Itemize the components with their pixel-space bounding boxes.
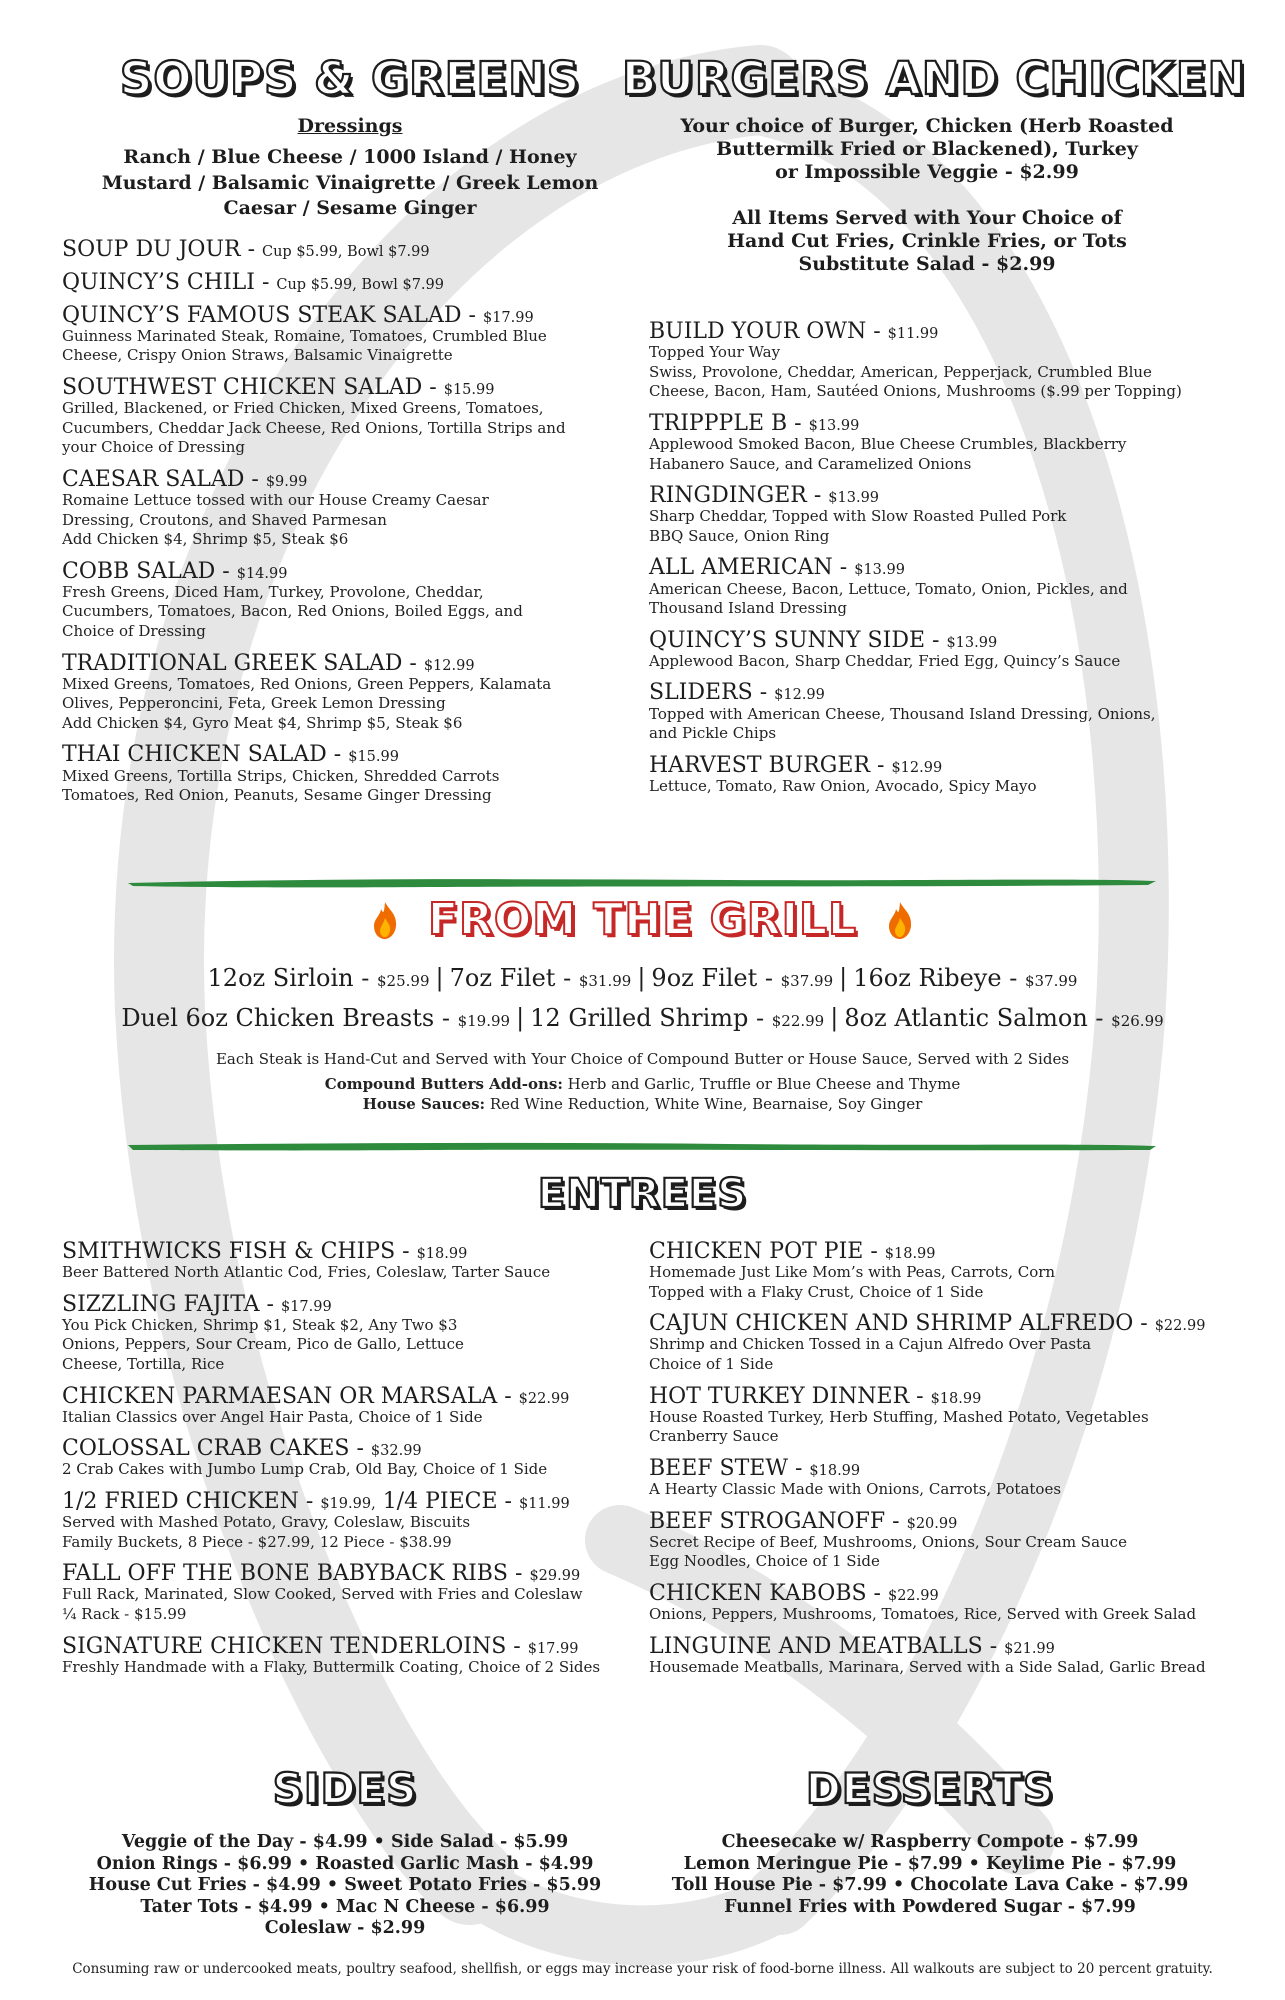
menu-item-name: RINGDINGER [649,483,807,509]
dressings-heading: Dressings [297,115,403,137]
menu-item-name: HARVEST BURGER [649,752,871,778]
menu-item [62,1562,652,1624]
footer-disclaimer: Consuming raw or undercooked meats, poultry seafood, shellfish, or eggs may increase your risk of food-borne illness. All walkouts are subject to 20 percent gratuity. [72,1961,1213,1977]
menu-item-description: Add Chicken $4, Gyro Meat $4, Shrimp $5, Steak $6 [62,713,463,732]
menu-item-price: $15.99 [443,381,495,398]
flame-icon [886,900,914,940]
menu-item-description: 2 Crab Cakes with Jumbo Lump Crab, Old Bay, Choice of 1 Side [62,1460,548,1479]
menu-item-description: Topped Your Way [649,343,781,362]
menu-item-description: Fresh Greens, Diced Ham, Turkey, Provolone, Cheddar, [62,582,484,601]
menu-item [649,1312,1249,1374]
grill-item-price: $25.99 [377,972,430,990]
menu-item [62,1437,652,1480]
compound-butters-label: Compound Butters Add-ons: [324,1075,563,1093]
grill-item-name: 8oz Atlantic Salmon [844,1004,1088,1032]
menu-item-name: SIGNATURE CHICKEN TENDERLOINS [62,1633,507,1659]
menu-item-description: Mixed Greens, Tomatoes, Red Onions, Green Peppers, Kalamata [62,674,552,693]
menu-item-heading: QUINCY’S SUNNY SIDE - $13.99 [649,627,998,653]
menu-item-heading: CAESAR SALAD - $9.99 [62,466,308,492]
separator: | [637,964,646,992]
sides-line: Veggie of the Day - $4.99 • Side Salad - $5.99 [121,1832,569,1852]
served-with-line: Substitute Salad - $2.99 [798,253,1056,275]
menu-item-price: $11.99 [518,1495,570,1512]
menu-item-description: Homemade Just Like Mom’s with Peas, Carrots, Corn [649,1263,1056,1282]
menu-item-description: Guinness Marinated Steak, Romaine, Tomatoes, Crumbled Blue [62,326,547,345]
menu-item [62,1293,652,1375]
separator: | [516,1004,525,1032]
menu-item-heading: CAJUN CHICKEN AND SHRIMP ALFREDO - $22.99 [649,1311,1206,1337]
menu-item-description: Habanero Sauce, and Caramelized Onions [649,454,972,473]
menu-item-heading: SOUP DU JOUR - Cup $5.99, Bowl $7.99 [62,236,430,262]
flame-icon [371,900,399,940]
desserts-line: Cheesecake w/ Raspberry Compote - $7.99 [721,1832,1139,1852]
sides-list [60,1832,630,1940]
grill-item-name: Duel 6oz Chicken Breasts [121,1004,435,1032]
menu-item [62,271,640,294]
menu-item-name: SLIDERS [649,680,753,706]
menu-item [649,754,1232,797]
menu-item-description: Beer Battered North Atlantic Cod, Fries, Coleslaw, Tarter Sauce [62,1263,551,1282]
menu-item-description: Topped with American Cheese, Thousand Island Dressing, Onions, [649,704,1156,723]
grill-item-price: $26.99 [1111,1012,1164,1030]
menu-item-description: Applewood Bacon, Sharp Cheddar, Fried Egg, Quincy’s Sauce [649,651,1121,670]
grill-row-other [0,1004,1285,1032]
desserts-line: Toll House Pie - $7.99 • Chocolate Lava Cake - $7.99 [671,1875,1189,1895]
menu-item-description: House Roasted Turkey, Herb Stuffing, Mashed Potato, Vegetables [649,1407,1149,1426]
menu-item-price: $18.99 [809,1462,861,1479]
desserts-line: Funnel Fries with Powdered Sugar - $7.99 [724,1896,1136,1917]
menu-item-description: Cheese, Bacon, Ham, Sautéed Onions, Mushrooms ($.99 per Topping) [649,382,1182,401]
grill-item-name: 12oz Sirloin [207,964,354,992]
served-with-note [622,207,1232,276]
from-the-grill-section [0,894,1285,1098]
menu-item-heading: COBB SALAD - $14.99 [62,558,288,584]
menu-item-price: $21.99 [1004,1640,1055,1657]
burger-choice-line: or Impossible Veggie - $2.99 [775,161,1079,183]
menu-item-heading: HARVEST BURGER - $12.99 [649,752,943,778]
burger-choice-note [622,115,1232,184]
menu-item-description: your Choice of Dressing [62,438,245,457]
menu-item [649,1385,1249,1447]
menu-item-heading: RINGDINGER - $13.99 [649,483,880,509]
menu-item-description: A Hearty Classic Made with Onions, Carrots, Potatoes [649,1479,1062,1498]
menu-item-description: Swiss, Provolone, Cheddar, American, Pepperjack, Crumbled Blue [649,362,1152,381]
house-sauces-line [0,1095,1285,1113]
desserts-list [640,1832,1220,1918]
soups-greens-section [60,52,640,816]
menu-item-name: HOT TURKEY DINNER [649,1383,910,1409]
menu-item-description: Cheese, Crispy Onion Straws, Balsamic Vinaigrette [62,346,453,365]
menu-item [649,412,1232,474]
dressings-line: Caesar / Sesame Ginger [223,197,477,219]
desserts-section [640,1764,1220,1918]
menu-item-heading: SLIDERS - $12.99 [649,680,825,706]
menu-item [62,304,640,366]
house-sauces-text: Red Wine Reduction, White Wine, Bearnaise, Soy Ginger [489,1095,923,1113]
menu-item-price: $20.99 [906,1515,958,1532]
sides-line: Onion Rings - $6.99 • Roasted Garlic Mash - $4.99 [96,1853,594,1874]
grill-item: Duel 6oz Chicken Breasts - $19.99 [121,1004,511,1032]
menu-item-price: $22.99 [518,1390,570,1407]
menu-item-description: American Cheese, Bacon, Lettuce, Tomato, Onion, Pickles, and [649,579,1128,598]
house-sauces-label: House Sauces: [362,1095,486,1113]
menu-item-description: Grilled, Blackened, or Fried Chicken, Mixed Greens, Tomatoes, [62,399,544,418]
menu-item-price: $13.99 [828,490,880,507]
menu-item-description: Romaine Lettuce tossed with our House Creamy Caesar [62,490,489,509]
menu-item-heading: 1/2 FRIED CHICKEN - $19.99, 1/4 PIECE - $11.99 [62,1488,570,1514]
menu-item-description: Topped with a Flaky Crust, Choice of 1 Side [649,1282,984,1301]
grill-item: 9oz Filet - $37.99 [651,964,834,992]
menu-item [649,1582,1249,1625]
grill-item-price: $37.99 [780,972,834,990]
entrees-title: ENTREES [537,1171,748,1217]
menu-item-description: Tomatoes, Red Onion, Peanuts, Sesame Ginger Dressing [62,786,492,805]
menu-item-description: Cheese, Tortilla, Rice [62,1354,225,1373]
menu-item-price: $32.99 [370,1443,422,1460]
menu-item-description: You Pick Chicken, Shrimp $1, Steak $2, Any Two $3 [62,1315,458,1334]
menu-item-price: $11.99 [887,326,939,342]
menu-item-price: $19.99, [320,1495,376,1512]
menu-item [62,376,640,458]
menu-item-description: Freshly Handmade with a Flaky, Buttermilk Coating, Choice of 2 Sides [62,1657,601,1676]
menu-item-description: Choice of Dressing [62,622,206,640]
menu-item-name: CAESAR SALAD [62,466,245,492]
menu-item-price: $18.99 [884,1246,936,1262]
menu-item-heading: QUINCY’S FAMOUS STEAK SALAD - $17.99 [62,302,534,328]
menu-item [649,1457,1249,1500]
menu-item-heading: SMITHWICKS FISH & CHIPS - $18.99 [62,1239,468,1264]
menu-item [62,560,640,642]
sides-section [60,1764,630,1940]
menu-item-description: Italian Classics over Angel Hair Pasta, Choice of 1 Side [62,1407,483,1426]
burgers-chicken-title: BURGERS AND CHICKEN [622,52,1247,105]
menu-item-description: Secret Recipe of Beef, Mushrooms, Onions, Sour Cream Sauce [649,1532,1127,1551]
menu-item-price: $18.99 [416,1246,468,1262]
menu-item [62,1490,652,1552]
menu-item [649,484,1232,546]
menu-item-name: SIZZLING FAJITA [62,1291,260,1317]
menu-item-name: BEEF STEW [649,1455,788,1481]
menu-item-name: COLOSSAL CRAB CAKES [62,1436,350,1462]
menu-item-price: $12.99 [774,687,825,704]
menu-item-description: Cucumbers, Tomatoes, Bacon, Red Onions, Boiled Eggs, and [62,602,523,621]
entrees-left-column [62,1240,652,1687]
menu-item-price: $17.99 [280,1298,332,1315]
menu-item-description: Add Chicken $4, Shrimp $5, Steak $6 [62,530,349,549]
menu-item-name: QUINCY’S CHILI [62,269,255,295]
menu-item-price: $18.99 [930,1390,982,1407]
grill-row-steaks [0,964,1285,992]
soups-items-list [60,238,640,806]
menu-item [649,1240,1249,1302]
menu-item-name: ALL AMERICAN [649,555,833,581]
menu-item-description: Thousand Island Dressing [649,599,847,618]
menu-item-price: Cup $5.99, Bowl $7.99 [262,243,430,260]
menu-item-price: $22.99 [887,1587,939,1604]
menu-item-heading: TRADITIONAL GREEK SALAD - $12.99 [62,650,475,676]
menu-item-heading: BEEF STEW - $18.99 [649,1455,861,1481]
served-with-line: Hand Cut Fries, Crinkle Fries, or Tots [727,230,1127,252]
menu-item-description: Housemade Meatballs, Marinara, Served with a Side Salad, Garlic Bread [649,1657,1206,1676]
menu-item-description: Onions, Peppers, Mushrooms, Tomatoes, Rice, Served with Greek Salad [649,1604,1197,1623]
grill-item-price: $37.99 [1024,972,1078,990]
menu-item-heading: COLOSSAL CRAB CAKES - $32.99 [62,1436,422,1462]
menu-item [62,652,640,734]
menu-item-price: Cup $5.99, Bowl $7.99 [276,276,444,293]
menu-item-name: QUINCY’S SUNNY SIDE [649,627,926,653]
menu-item-description: Applewood Smoked Bacon, Blue Cheese Crumbles, Blackberry [649,434,1127,453]
grill-note: Each Steak is Hand-Cut and Served with Your Choice of Compound Butter or House Sauce, Served with 2 Sides [215,1050,1070,1068]
menu-item-price: $12.99 [423,657,475,674]
menu-item-name: THAI CHICKEN SALAD [62,742,327,768]
menu-item-heading: QUINCY’S CHILI - Cup $5.99, Bowl $7.99 [62,269,444,295]
menu-item-heading: SOUTHWEST CHICKEN SALAD - $15.99 [62,374,495,400]
menu-item-description: Olives, Pepperoncini, Feta, Greek Lemon Dressing [62,694,446,713]
compound-butters-line [0,1075,1285,1093]
grill-title-row [0,894,1285,945]
menu-item-description: Sharp Cheddar, Topped with Slow Roasted Pulled Pork [649,507,1067,526]
menu-item-name: SOUTHWEST CHICKEN SALAD [62,374,423,400]
separator: | [830,1004,839,1032]
menu-item-name: SMITHWICKS FISH & CHIPS [62,1239,396,1264]
menu-item [649,681,1232,743]
grill-item: 12oz Sirloin - $25.99 [207,964,430,992]
compound-butters-text: Herb and Garlic, Truffle or Blue Cheese and Thyme [567,1075,961,1093]
burger-choice-line: Your choice of Burger, Chicken (Herb Roasted [680,115,1174,137]
sides-line: House Cut Fries - $4.99 • Sweet Potato Fries - $5.99 [88,1875,602,1895]
menu-item-heading: BUILD YOUR OWN - $11.99 [649,319,939,344]
green-brush-divider [128,876,1156,888]
menu-item-name: CHICKEN PARMAESAN OR MARSALA [62,1383,498,1409]
menu-item-name: CAJUN CHICKEN AND SHRIMP ALFREDO [649,1311,1134,1337]
menu-item-heading: SIZZLING FAJITA - $17.99 [62,1291,332,1317]
menu-item-name: 1/2 FRIED CHICKEN [62,1488,299,1514]
menu-item-name: BUILD YOUR OWN [649,319,867,344]
menu-item-name: LINGUINE AND MEATBALLS [649,1633,983,1659]
menu-item [649,629,1232,672]
menu-item-price: $13.99 [854,562,905,579]
desserts-title: DESSERTS [805,1764,1055,1813]
grill-item-name: 12 Grilled Shrimp [530,1004,749,1032]
menu-item [62,468,640,550]
menu-item [62,1240,652,1283]
menu-item-heading: THAI CHICKEN SALAD - $15.99 [62,742,399,768]
menu-item-heading: TRIPPPLE B - $13.99 [649,410,860,436]
soups-greens-title: SOUPS & GREENS [119,52,581,105]
menu-item-heading: CHICKEN POT PIE - $18.99 [649,1239,936,1264]
menu-item-description: Full Rack, Marinated, Slow Cooked, Served with Fries and Coleslaw [62,1585,583,1604]
burger-choice-line: Buttermilk Fried or Blackened), Turkey [716,138,1138,160]
menu-item [62,238,640,261]
menu-item [649,1510,1249,1572]
grill-item: 7oz Filet - $31.99 [449,964,632,992]
menu-item-name: BEEF STROGANOFF [649,1508,886,1534]
menu-item-description: Cucumbers, Cheddar Jack Cheese, Red Onions, Tortilla Strips and [62,418,566,437]
grill-item-name: 16oz Ribeye [853,964,1002,992]
menu-item-name: CHICKEN POT PIE [649,1239,864,1264]
menu-item-price: $17.99 [482,309,534,326]
sides-title: SIDES [272,1764,418,1813]
menu-item [649,320,1232,402]
menu-item-description: ¼ Rack - $15.99 [62,1604,187,1623]
separator: | [435,964,444,992]
grill-item-price: $19.99 [457,1012,511,1030]
dressings-line: Ranch / Blue Cheese / 1000 Island / Honey [123,146,577,168]
grill-item: 8oz Atlantic Salmon - $26.99 [844,1004,1164,1032]
menu-item-name: CHICKEN KABOBS [649,1580,867,1606]
menu-item-price: $29.99 [529,1568,581,1585]
menu-item-name: COBB SALAD [62,558,216,584]
desserts-line: Lemon Meringue Pie - $7.99 • Keylime Pie - $7.99 [683,1853,1177,1874]
dressings-line: Mustard / Balsamic Vinaigrette / Greek Lemon [101,171,599,194]
green-brush-divider [128,1140,1156,1152]
menu-item-price: $13.99 [808,417,860,434]
menu-item [649,1635,1249,1678]
menu-item-price: $14.99 [236,565,288,582]
menu-item-name: SOUP DU JOUR [62,236,241,262]
menu-item-price: $17.99 [527,1640,579,1657]
menu-item-description: Served with Mashed Potato, Gravy, Coleslaw, Biscuits [62,1513,471,1532]
menu-item-description: Shrimp and Chicken Tossed in a Cajun Alfredo Over Pasta [649,1335,1092,1354]
menu-item-heading: SIGNATURE CHICKEN TENDERLOINS - $17.99 [62,1633,579,1659]
sides-line: Coleslaw - $2.99 [264,1918,426,1938]
menu-item [649,556,1232,618]
sides-line: Tater Tots - $4.99 • Mac N Cheese - $6.99 [140,1896,550,1917]
menu-item-price: $9.99 [265,473,308,490]
menu-item-description: BBQ Sauce, Onion Ring [649,526,830,545]
grill-item-name: 9oz Filet [651,964,758,992]
menu-item-description: Choice of 1 Side [649,1354,774,1373]
menu-item-description: Egg Noodles, Choice of 1 Side [649,1552,880,1571]
menu-item-heading: HOT TURKEY DINNER - $18.99 [649,1383,982,1409]
served-with-line: All Items Served with Your Choice of [732,207,1122,229]
burger-items-list [622,320,1232,796]
menu-item-heading: CHICKEN KABOBS - $22.99 [649,1580,939,1606]
grill-item-price: $22.99 [771,1012,825,1030]
menu-item-name: QUINCY’S FAMOUS STEAK SALAD [62,302,462,328]
menu-item-heading: LINGUINE AND MEATBALLS - $21.99 [649,1633,1055,1659]
menu-item-heading: CHICKEN PARMAESAN OR MARSALA - $22.99 [62,1383,570,1409]
separator: | [839,964,848,992]
grill-item: 16oz Ribeye - $37.99 [853,964,1078,992]
menu-item-price: $13.99 [946,634,998,651]
menu-item [62,743,640,805]
menu-item-description: Onions, Peppers, Sour Cream, Pico de Gallo, Lettuce [62,1335,464,1354]
menu-item-description: Lettuce, Tomato, Raw Onion, Avocado, Spicy Mayo [649,776,1037,795]
grill-title: FROM THE GRILL [427,894,858,945]
menu-item-name: TRIPPPLE B [649,410,788,436]
menu-item-name: 1/4 PIECE [382,1488,498,1514]
menu-item-heading: BEEF STROGANOFF - $20.99 [649,1508,958,1534]
entrees-right-column [649,1240,1249,1687]
menu-item-price: $12.99 [891,759,943,776]
menu-item-name: FALL OFF THE BONE BABYBACK RIBS [62,1561,509,1587]
burgers-chicken-section [622,52,1247,806]
grill-item-name: 7oz Filet [449,964,556,992]
menu-item-description: Family Buckets, 8 Piece - $27.99, 12 Piece - $38.99 [62,1532,452,1551]
grill-item: 12 Grilled Shrimp - $22.99 [530,1004,825,1032]
menu-item [62,1635,652,1678]
menu-item-price: $15.99 [348,749,399,766]
menu-item-description: Dressing, Croutons, and Shaved Parmesan [62,510,387,529]
menu-item-heading: FALL OFF THE BONE BABYBACK RIBS - $29.99 [62,1561,581,1587]
menu-item-description: and Pickle Chips [649,724,777,743]
menu-item [62,1385,652,1428]
menu-item-price: $22.99 [1154,1318,1206,1335]
grill-item-price: $31.99 [578,972,632,990]
menu-item-description: Mixed Greens, Tortilla Strips, Chicken, Shredded Carrots [62,766,500,785]
menu-item-heading: ALL AMERICAN - $13.99 [649,555,905,581]
menu-item-name: TRADITIONAL GREEK SALAD [62,650,403,676]
dressings-list [60,145,640,222]
menu-item-description: Cranberry Sauce [649,1427,779,1446]
